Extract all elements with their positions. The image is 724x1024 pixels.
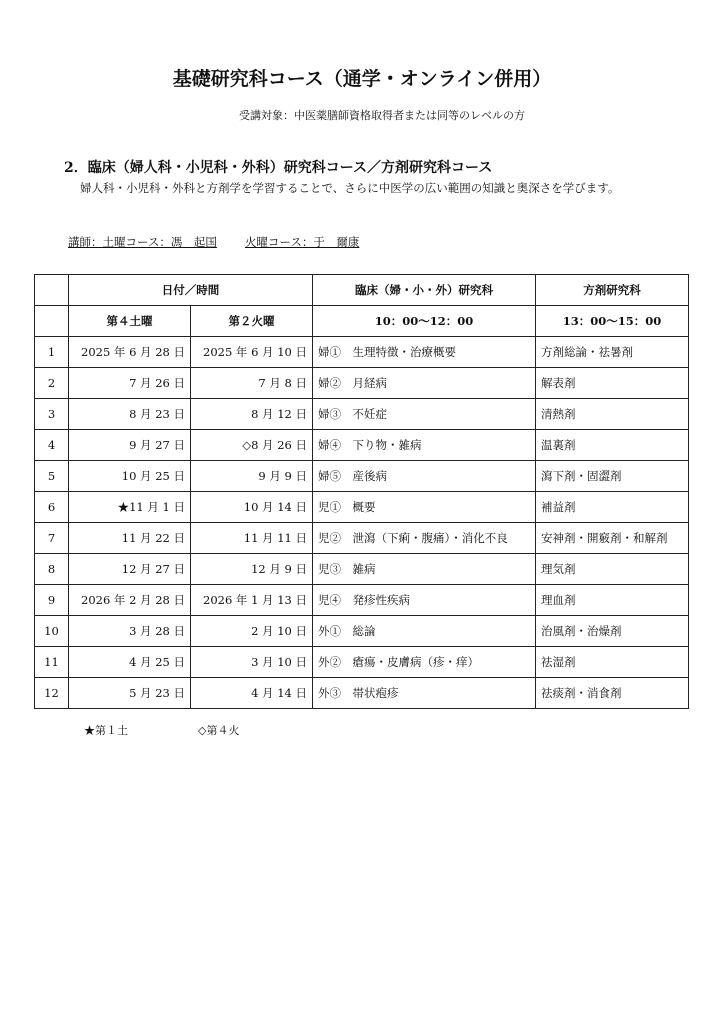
formula-topic: 安神剤・開竅剤・和解剤: [536, 523, 689, 554]
schedule-body: [35, 337, 689, 709]
formula-topic: 清熱剤: [536, 399, 689, 430]
table-row: [35, 523, 689, 554]
subheader-blank: [35, 306, 69, 337]
tuesday-date: 10 月 14 日: [191, 492, 313, 523]
row-number: 3: [35, 399, 69, 430]
clinical-topic: 児① 概要: [313, 492, 536, 523]
formula-topic: 瀉下剤・固澀剤: [536, 461, 689, 492]
saturday-date: 4 月 25 日: [69, 647, 191, 678]
tuesday-date: 3 月 10 日: [191, 647, 313, 678]
tuesday-date: 9 月 9 日: [191, 461, 313, 492]
clinical-topic: 婦⑤ 産後病: [313, 461, 536, 492]
saturday-date: 2025 年 6 月 28 日: [69, 337, 191, 368]
table-row: [35, 337, 689, 368]
row-number: 9: [35, 585, 69, 616]
legend-diamond: ◇第４火: [198, 724, 240, 737]
table-row: [35, 554, 689, 585]
row-number: 6: [35, 492, 69, 523]
row-number: 1: [35, 337, 69, 368]
saturday-instructor: 講師：土曜コース：馮 起国: [68, 235, 217, 249]
table-row: [35, 647, 689, 678]
header-clinical: 臨床（婦・小・外）研究科: [313, 275, 536, 306]
clinical-topic: 婦① 生理特徴・治療概要: [313, 337, 536, 368]
course-intro: 婦人科・小児科・外科と方剤学を学習することで、さらに中医学の広い範囲の知識と奥深さを学びます。: [80, 181, 620, 195]
header-row: [35, 275, 689, 306]
saturday-date: ★11 月 1 日: [69, 492, 191, 523]
row-number: 11: [35, 647, 69, 678]
header-saturday: 第４土曜: [69, 306, 191, 337]
section-heading: 2．臨床（婦人科・小児科・外科）研究科コース／方剤研究科コース: [64, 160, 493, 176]
saturday-date: 2026 年 2 月 28 日: [69, 585, 191, 616]
saturday-date: 11 月 22 日: [69, 523, 191, 554]
tuesday-date: 11 月 11 日: [191, 523, 313, 554]
table-row: [35, 492, 689, 523]
clinical-topic: 婦③ 不妊症: [313, 399, 536, 430]
clinical-topic: 児② 泄瀉（下痢・腹痛）・消化不良: [313, 523, 536, 554]
target-audience: 受講対象：中医薬膳師資格取得者または同等のレベルの方: [239, 109, 525, 122]
formula-topic: 解表剤: [536, 368, 689, 399]
clinical-topic: 外② 瘡瘍・皮膚病（疹・痒）: [313, 647, 536, 678]
saturday-date: 8 月 23 日: [69, 399, 191, 430]
saturday-date: 9 月 27 日: [69, 430, 191, 461]
tuesday-date: 12 月 9 日: [191, 554, 313, 585]
row-number: 10: [35, 616, 69, 647]
tuesday-date: 4 月 14 日: [191, 678, 313, 709]
header-formula-time: 13：00～15：00: [536, 306, 689, 337]
tuesday-date: 2025 年 6 月 10 日: [191, 337, 313, 368]
formula-topic: 祛痰剤・消食剤: [536, 678, 689, 709]
row-number: 7: [35, 523, 69, 554]
instructors: [68, 234, 359, 250]
row-number: 2: [35, 368, 69, 399]
table-row: [35, 678, 689, 709]
table-row: [35, 430, 689, 461]
table-row: [35, 585, 689, 616]
formula-topic: 治風剤・治燥剤: [536, 616, 689, 647]
tuesday-instructor: 火曜コース：于 爾康: [244, 235, 360, 249]
formula-topic: 方剤総論・祛暑剤: [536, 337, 689, 368]
legend-star: ★第１土: [84, 724, 128, 737]
table-row: [35, 399, 689, 430]
clinical-topic: 外① 総論: [313, 616, 536, 647]
tuesday-date: ◇8 月 26 日: [191, 430, 313, 461]
tuesday-date: 8 月 12 日: [191, 399, 313, 430]
subheader-row: [35, 306, 689, 337]
row-number: 5: [35, 461, 69, 492]
page-title: 基礎研究科コース（通学・オンライン併用）: [172, 68, 552, 90]
row-number: 12: [35, 678, 69, 709]
header-date-time: 日付／時間: [69, 275, 313, 306]
saturday-date: 7 月 26 日: [69, 368, 191, 399]
tuesday-date: 7 月 8 日: [191, 368, 313, 399]
header-clinical-time: 10：00～12：00: [313, 306, 536, 337]
row-number: 4: [35, 430, 69, 461]
clinical-topic: 外③ 帯状疱疹: [313, 678, 536, 709]
tuesday-date: 2026 年 1 月 13 日: [191, 585, 313, 616]
saturday-date: 12 月 27 日: [69, 554, 191, 585]
header-tuesday: 第２火曜: [191, 306, 313, 337]
formula-topic: 理血剤: [536, 585, 689, 616]
formula-topic: 温裏剤: [536, 430, 689, 461]
tuesday-date: 2 月 10 日: [191, 616, 313, 647]
legend: [84, 722, 239, 738]
schedule-table: [34, 274, 689, 709]
clinical-topic: 婦④ 下り物・雑病: [313, 430, 536, 461]
clinical-topic: 婦② 月経病: [313, 368, 536, 399]
clinical-topic: 児④ 発疹性疾病: [313, 585, 536, 616]
saturday-date: 5 月 23 日: [69, 678, 191, 709]
formula-topic: 理気剤: [536, 554, 689, 585]
row-number: 8: [35, 554, 69, 585]
saturday-date: 3 月 28 日: [69, 616, 191, 647]
header-formula: 方剤研究科: [536, 275, 689, 306]
table-row: [35, 461, 689, 492]
header-blank: [35, 275, 69, 306]
clinical-topic: 児③ 雑病: [313, 554, 536, 585]
formula-topic: 補益剤: [536, 492, 689, 523]
table-row: [35, 616, 689, 647]
saturday-date: 10 月 25 日: [69, 461, 191, 492]
formula-topic: 祛湿剤: [536, 647, 689, 678]
table-row: [35, 368, 689, 399]
